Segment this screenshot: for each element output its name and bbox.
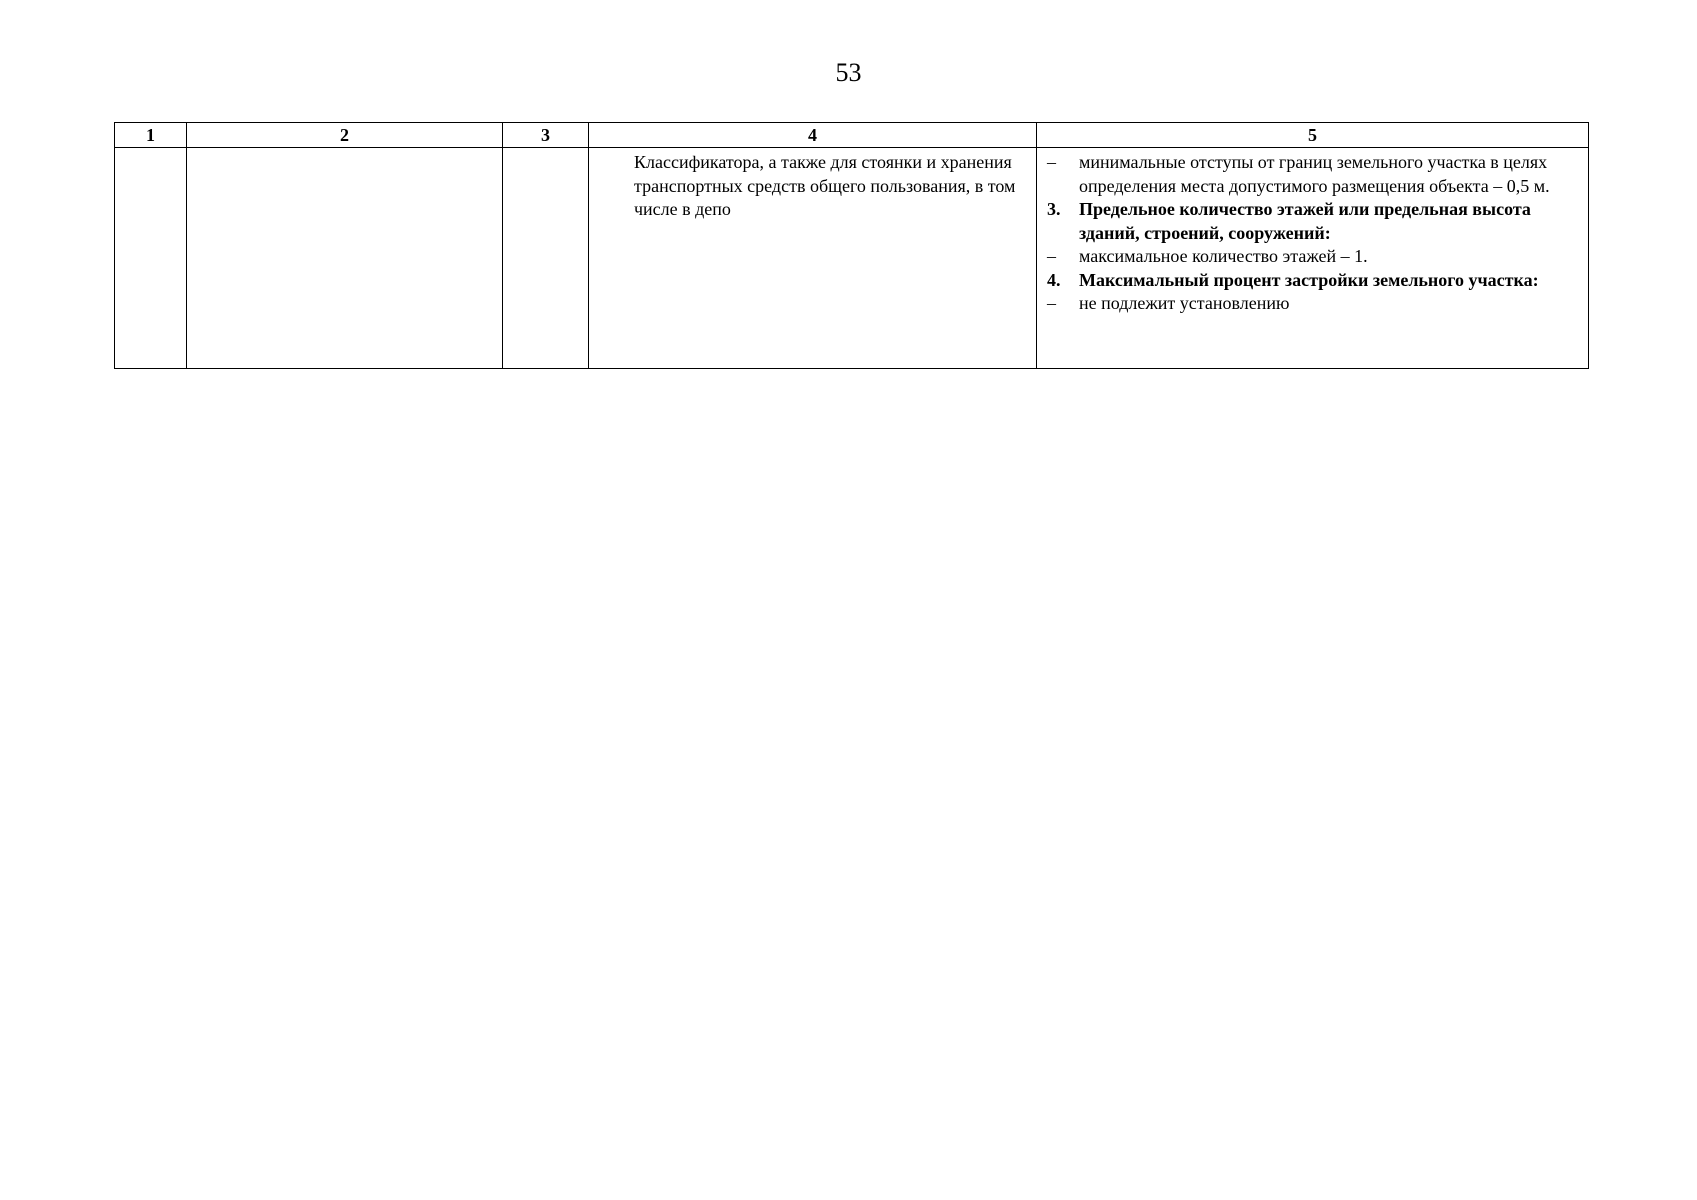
- list-marker: –: [1047, 293, 1056, 313]
- list-item-text: Максимальный процент застройки земельного участка:: [1079, 269, 1539, 290]
- permitted-use-description: Классификатора, а также для стоянки и хранения транспортных средств общего пользования, в том числе в депо: [634, 152, 1016, 219]
- cell-col2: [187, 148, 503, 369]
- regulations-table: [114, 122, 1589, 369]
- page-number: 53: [835, 58, 862, 87]
- parameter-item-min-setback: [1047, 151, 1578, 198]
- column-header-5: 5: [1037, 123, 1589, 148]
- list-marker: –: [1047, 152, 1056, 172]
- list-item-text: Предельное количество этажей или предельная высота зданий, строений, сооружений:: [1079, 199, 1531, 243]
- cell-col4: [589, 148, 1037, 369]
- parameter-item-coverage-value: [1047, 292, 1578, 316]
- list-marker: 3.: [1047, 199, 1061, 219]
- column-header-1: 1: [115, 123, 187, 148]
- column-header-2: 2: [187, 123, 503, 148]
- column-header-3: 3: [503, 123, 589, 148]
- cell-col1: [115, 148, 187, 369]
- cell-col5: [1037, 148, 1589, 369]
- cell-col3: [503, 148, 589, 369]
- list-item-text: максимальное количество этажей – 1.: [1079, 246, 1368, 266]
- list-item-text: минимальные отступы от границ земельного участка в целях определения места допустимого размещения объекта – 0,5 м.: [1079, 152, 1550, 196]
- column-header-4: 4: [589, 123, 1037, 148]
- parameter-heading-coverage: [1047, 269, 1578, 293]
- parameter-item-max-floors: [1047, 245, 1578, 269]
- list-item-text: не подлежит установлению: [1079, 293, 1290, 313]
- table-row: [115, 148, 1589, 369]
- parameter-heading-floors: [1047, 198, 1578, 245]
- table-header-row: [115, 123, 1589, 148]
- list-marker: 4.: [1047, 269, 1061, 290]
- list-marker: –: [1047, 246, 1056, 266]
- parameters-list: [1037, 148, 1588, 316]
